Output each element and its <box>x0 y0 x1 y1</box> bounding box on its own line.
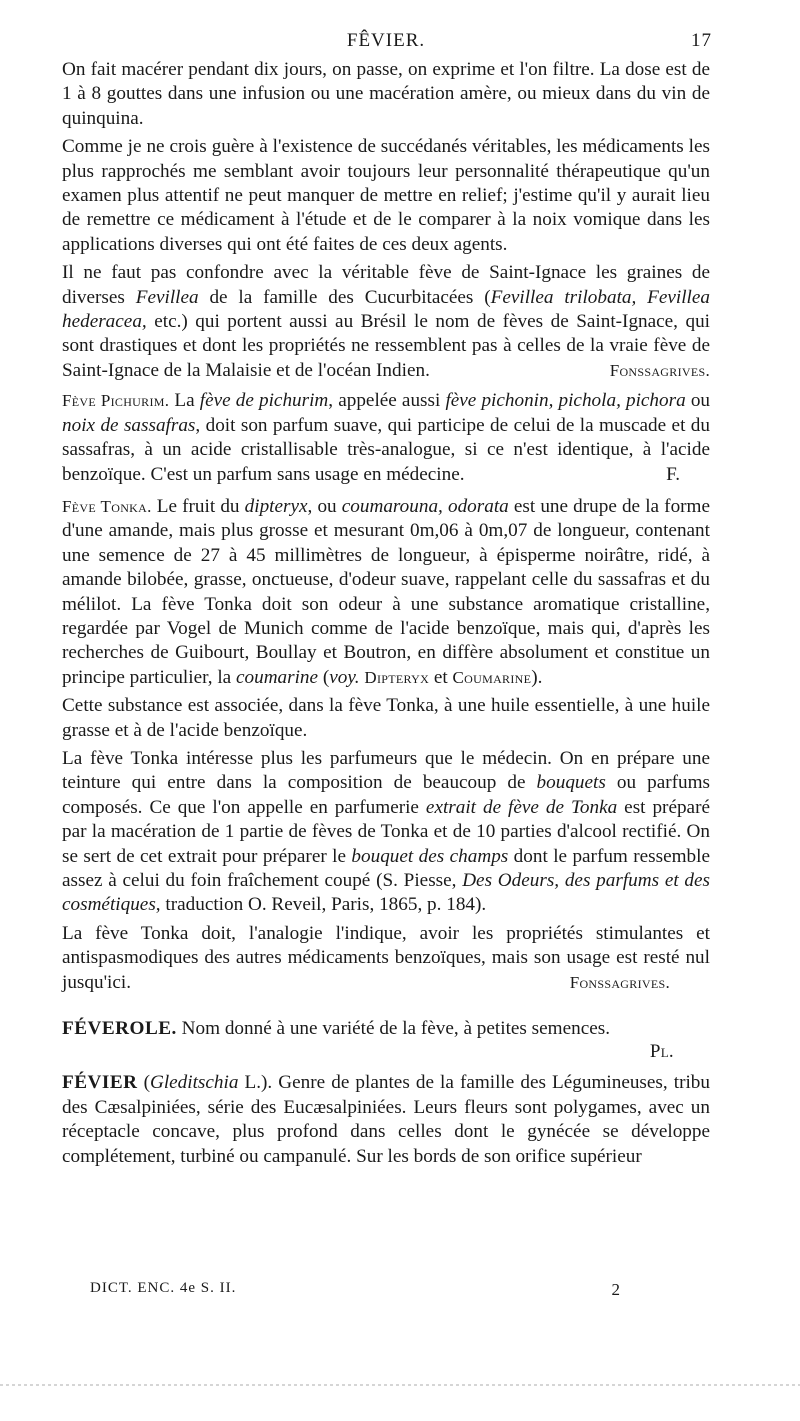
entry-feverole <box>62 1017 710 1041</box>
paragraph-parfumeurs <box>62 747 710 918</box>
author-signature: Pl. <box>649 1041 674 1063</box>
italic-run: coumarine <box>235 666 319 688</box>
text-run: Il ne faut pas confondre avec la véritable fève de Saint-Ignace les graines de diverses <box>62 262 710 308</box>
text-run: ou parfums composés. Ce que l'on appelle en parfumerie <box>62 772 711 818</box>
paragraph-succedanes <box>62 135 710 257</box>
italic-run: Fevillea trilobata, Fevillea hederacea, <box>62 286 710 333</box>
cross-reference: Coumarine <box>452 667 532 687</box>
text-run: , traduction O. Reveil, Paris, 1865, p. 184). <box>155 894 487 916</box>
entry-feve-pichurim <box>62 389 710 487</box>
italic-run: Fevillea <box>135 286 199 308</box>
italic-run: Des Odeurs, des parfums et des cosmétiques <box>62 870 710 916</box>
text-run: La fève Tonka intéresse plus les parfumeurs que le médecin. On en prépare une teinture qui entre dans la composition de beaucoup de <box>62 747 710 794</box>
footer-sheet-number: 2 <box>611 1280 620 1299</box>
italic-run: coumarouna, odorata <box>341 495 509 517</box>
text-run: L.). Genre de plantes de la famille des Légumineuses, tribu des Cæsalpiniées, série des Eucæsalpiniées. Leurs fleurs sont polygames, avec un réceptacle concave, plus profond dans celles dont le gynécée se développe complétement, turbiné ou campanulé. Sur les bords de son orifice supérieur <box>62 1072 710 1167</box>
text-run: , ou <box>307 495 342 517</box>
text-run: ou <box>685 390 710 412</box>
text-run: ( <box>318 666 330 688</box>
text-run: de la famille des Cucurbitacées ( <box>198 286 491 308</box>
text-run: Nom donné à une variété de la fève, à petites semences. <box>176 1018 610 1040</box>
signature-line <box>62 1041 710 1063</box>
italic-run: extrait de fève de Tonka <box>425 796 618 818</box>
entry-heading: Fève Tonka. <box>62 496 152 516</box>
text-run: est préparé par la macération de 1 partie de fèves de Tonka et de 10 parties d'alcool rectifié. On se sert de cet extrait pour préparer le <box>62 796 710 867</box>
text-run: est une drupe de la forme d'une amande, mais plus grosse et mesurant 0m,06 à 0m,07 de longueur, contenant une semence de 27 à 45 millimètres de longueur, à épisperme noirâtre, ridé, à amande bilobée, grasse, onctueuse, d'odeur suave, rappelant celle du sassafras et du mélilot. La fève Tonka doit son odeur à une substance aromatique cristalline, regardée par Vogel de Munich comme de l'acide benzoïque, mais qui, d'après les recherches de Guibourt, Boullay et Boutron, en diffère absolument et constitue un principe particulier, la <box>62 495 710 688</box>
entry-heading: FÉVEROLE. <box>62 1018 177 1040</box>
text-run: dont le parfum ressemble assez à celui du foin fraîchement coupé (S. Piesse, <box>62 845 710 891</box>
entry-heading: Fève Pichurim. <box>62 391 170 411</box>
italic-run: voy. <box>329 666 360 688</box>
paragraph-huile: Cette substance est associée, dans la fève Tonka, à une huile essentielle, à une huile grasse et à de l'acide benzoïque. <box>62 695 710 741</box>
text-run: ). <box>531 666 543 688</box>
page <box>62 30 710 1169</box>
text-run: Le fruit du <box>151 495 245 517</box>
italic-run: bouquet des champs <box>351 845 509 867</box>
author-signature: Fonssagrives. <box>569 972 670 992</box>
italic-run: bouquets <box>536 772 606 794</box>
paragraph-proprietes <box>62 922 710 995</box>
italic-run: dipteryx <box>244 495 308 517</box>
italic-run: noix de sassafras <box>62 414 196 436</box>
italic-run: fève pichonin, pichola, pichora <box>445 390 686 412</box>
entry-fevier <box>62 1071 710 1169</box>
author-signature: Fonssagrives. <box>609 360 710 380</box>
page-title: FÊVIER. <box>346 30 426 51</box>
author-signature: F. <box>666 463 680 485</box>
text-run: , appelée aussi <box>328 390 446 412</box>
entry-feve-tonka <box>62 495 710 690</box>
text-run: etc.) qui portent aussi au Brésil le nom de fèves de Saint-Ignace, qui sont drastiques et dont les propriétés ne ressemblent pas à celles de la vraie fève de Saint-Ignace de la Malaisie et de l'océan Indien. <box>62 311 710 381</box>
text-run: La <box>169 390 200 412</box>
scan-artifact-line <box>0 1384 800 1386</box>
page-footer <box>90 1280 620 1300</box>
text-run: , doit son parfum suave, qui participe de celui de la muscade et du sassafras, à un acide cristallisable très-analogue, si ce n'est identique, à l'acide benzoïque. C'est un parfum sans usage en médecine. <box>62 414 710 485</box>
cross-reference: Dipteryx <box>364 667 430 687</box>
italic-run: fève de pichurim <box>199 390 329 412</box>
entry-heading: FÉVIER <box>62 1072 138 1094</box>
text-run: et <box>429 666 453 688</box>
paragraph-fevillea <box>62 261 710 383</box>
page-number: 17 <box>691 30 712 51</box>
text-run: La fève Tonka doit, l'analogie l'indique, avoir les propriétés stimulantes et antispasmodiques des autres médicaments benzoïques, mais son usage est resté nul jusqu'ici. <box>62 922 710 993</box>
paragraph-text: Comme je ne crois guère à l'existence de succédanés véritables, les médicaments les plus rapprochés me semblant avoir toujours leur personnalité thérapeutique qu'un examen plus attentif ne peut manquer de mettre en relief; j'estime qu'il y aurait lieu de remettre ce médicament à l'étude et de le comparer à la noix vomique dans les applications diverses qui ont été faites de ces deux agents. <box>62 136 710 255</box>
paragraph-dosage: On fait macérer pendant dix jours, on passe, on exprime et l'on filtre. La dose est de 1 à 8 gouttes dans une infusion ou une macération amère, ou mieux dans du vin de quinquina. <box>62 59 710 129</box>
footer-signature-mark: DICT. ENC. 4e S. II. <box>90 1280 237 1296</box>
italic-run: Gleditschia <box>149 1072 239 1094</box>
running-header <box>62 30 710 58</box>
text-run: ( <box>137 1072 150 1094</box>
